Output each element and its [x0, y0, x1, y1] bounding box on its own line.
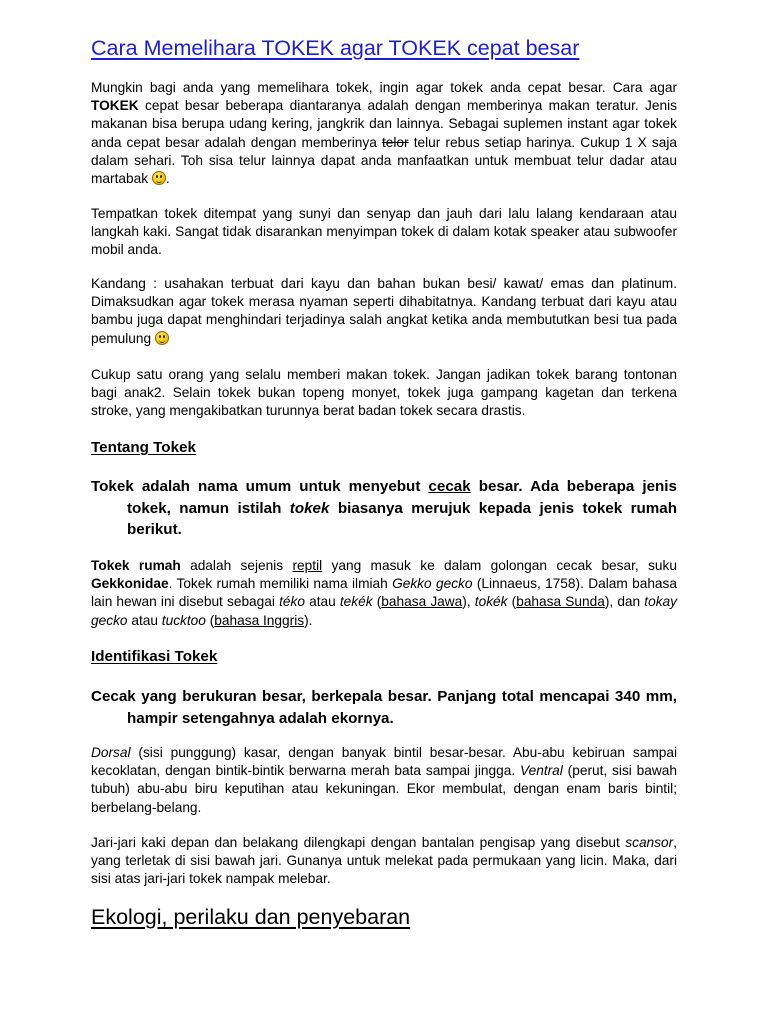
lead-identification: Cecak yang berukuran besar, berkepala besar. Panjang total mencapai 340 mm, hampir setengahnya adalah ekornya.: [91, 688, 677, 727]
paragraph-cage: Kandang : usahakan terbuat dari kayu dan bahan bukan besi/ kawat/ emas dan platinum. Dimaksudkan agar tokek merasa nyaman seperti dihabitatnya. Kandang terbuat dari kayu atau bambu juga dapat menghindari terjadinya salah angkat ketika anda membututkan besi tua pada pemulung: [91, 276, 677, 346]
smiley-emoticon-icon: [155, 331, 169, 345]
paragraph-care: Cukup satu orang yang selalu memberi makan tokek. Jangan jadikan tokek barang tontonan bagi anak2. Selain tokek bukan topeng monyet, tokek juga gampang kagetan dan terkena stroke, yang mengakibatkan turunnya berat badan tokek secara drastis.: [91, 367, 677, 419]
link-cecak[interactable]: cecak: [428, 478, 471, 495]
tokek-bold: TOKEK: [91, 98, 139, 114]
link-bahasa-jawa[interactable]: bahasa Jawa: [381, 594, 463, 610]
paragraph-tokek-rumah: Tokek rumah adalah sejenis reptil yang masuk ke dalam golongan cecak besar, suku Gekkonidae. Tokek rumah memiliki nama ilmiah Gekko gecko (Linnaeus, 1758). Dalam bahasa lain hewan ini disebut sebagai téko atau tekék (bahasa Jawa), tokék (bahasa Sunda), dan tokay gecko atau tucktoo (bahasa Inggris).: [91, 558, 678, 628]
smiley-emoticon-icon: [152, 171, 166, 185]
paragraph-dorsal-ventral: Dorsal (sisi punggung) kasar, dengan banyak bintil besar-besar. Abu-abu kebiruan sampai kecoklatan, dengan bintik-bintik berwarna merah bata sampai jingga. Ventral (perut, sisi bawah tubuh) abu-abu biru keputihan atau kekuningan. Ekor membulat, dengan enam baris bintil; berbelang-belang.: [91, 745, 677, 815]
paragraph-feeding: Mungkin bagi anda yang memelihara tokek, ingin agar tokek anda cepat besar. Cara agar TOKEK cepat besar beberapa diantaranya adalah dengan memberinya makan teratur. Jenis makanan bisa berupa udang kering, jangkrik dan lainnya. Sebagai suplemen instant agar tokek anda cepat besar adalah dengan memberinya telor telur rebus setiap harinya. Cukup 1 X saja dalam sehari. Toh sisa telur lainnya dapat anda manfaatkan untuk membuat telur dadar atau martabak .: [91, 80, 677, 187]
struck-word: telor: [381, 134, 409, 150]
lead-definition: Tokek adalah nama umum untuk menyebut cecak besar. Ada beberapa jenis tokek, namun istilah tokek biasanya merujuk kepada jenis tokek rumah berikut.: [91, 478, 677, 538]
link-reptil[interactable]: reptil: [292, 558, 323, 573]
page-title[interactable]: Cara Memelihara TOKEK agar TOKEK cepat besar: [91, 36, 580, 60]
heading-ekologi: Ekologi, perilaku dan penyebaran: [91, 905, 411, 929]
heading-tentang-tokek: Tentang Tokek: [91, 439, 196, 456]
paragraph-scansor: Jari-jari kaki depan dan belakang dilengkapi dengan bantalan pengisap yang disebut scansor, yang terletak di sisi bawah jari. Gunanya untuk melekat pada permukaan yang licin. Maka, dari sisi atas jari-jari tokek nampak melebar.: [91, 835, 677, 887]
link-bahasa-sunda[interactable]: bahasa Sunda: [516, 594, 605, 610]
link-bahasa-inggris[interactable]: bahasa Inggris: [214, 612, 305, 628]
paragraph-placement: Tempatkan tokek ditempat yang sunyi dan senyap dan jauh dari lalu lalang kendaraan atau langkah kaki. Sangat tidak disarankan menyimpan tokek di dalam kotak speaker atau subwoofer mobil anda.: [91, 206, 677, 258]
heading-identifikasi-tokek: Identifikasi Tokek: [91, 648, 218, 665]
